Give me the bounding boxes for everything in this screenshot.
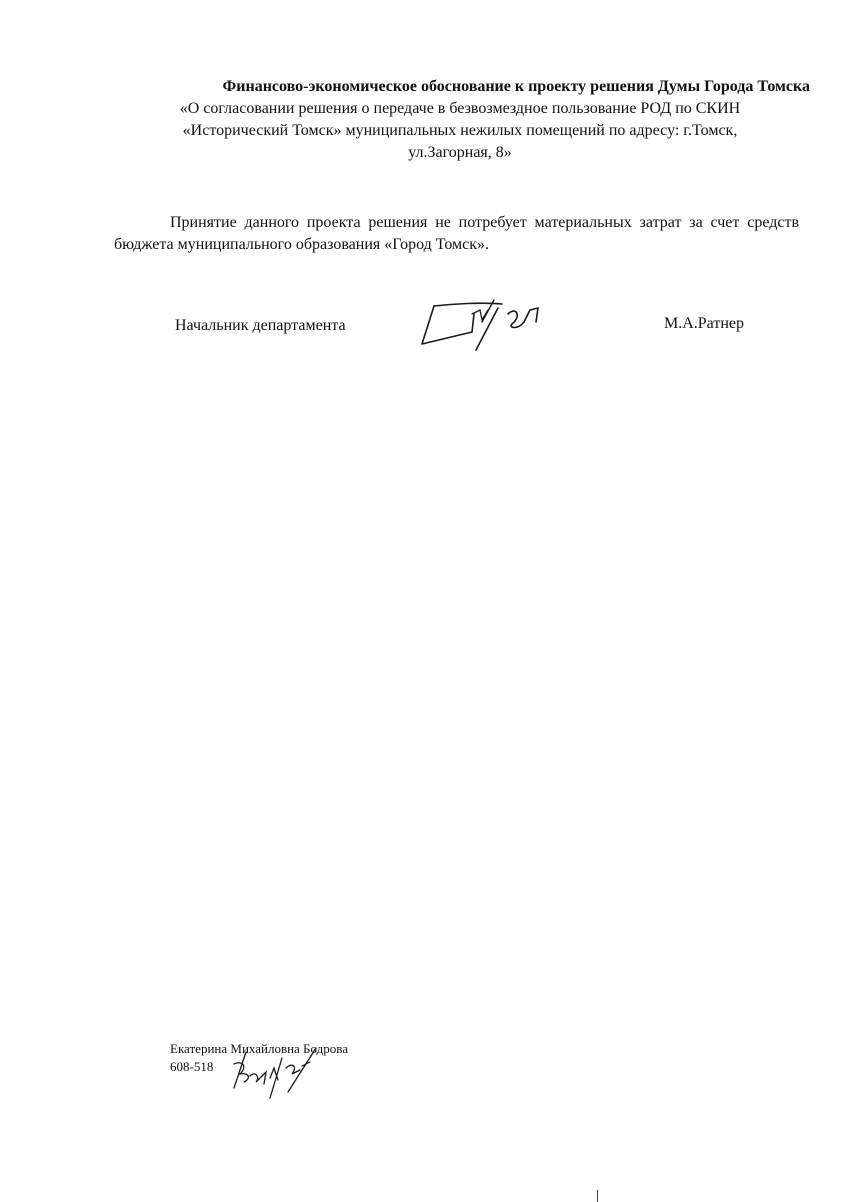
document-title (110, 76, 810, 164)
title-bold-line: Финансово-экономическое обоснование к проекту решения Думы Города Томска (222, 78, 810, 95)
signature-main-icon (412, 292, 552, 354)
executor-phone: 608-518 (170, 1059, 214, 1074)
executor-name: Екатерина Михайловна Бодрова (170, 1041, 348, 1056)
title-line-3: «Исторический Томск» муниципальных нежилых помещений по адресу: г.Томск, (182, 122, 738, 139)
signature-small-icon (226, 1044, 326, 1100)
signer-name: М.А.Ратнер (664, 315, 745, 332)
body-paragraph: Принятие данного проекта решения не потребует материальных затрат за счет средств бюджета муниципального образования «Город Томск». (114, 214, 799, 253)
scan-artifact-mark (597, 1190, 598, 1202)
signer-role: Начальник департамента (175, 317, 346, 334)
title-line-2: «О согласовании решения о передаче в безвозмездное пользование РОД по СКИН (179, 100, 741, 117)
title-line-4: ул.Загорная, 8» (408, 144, 512, 161)
